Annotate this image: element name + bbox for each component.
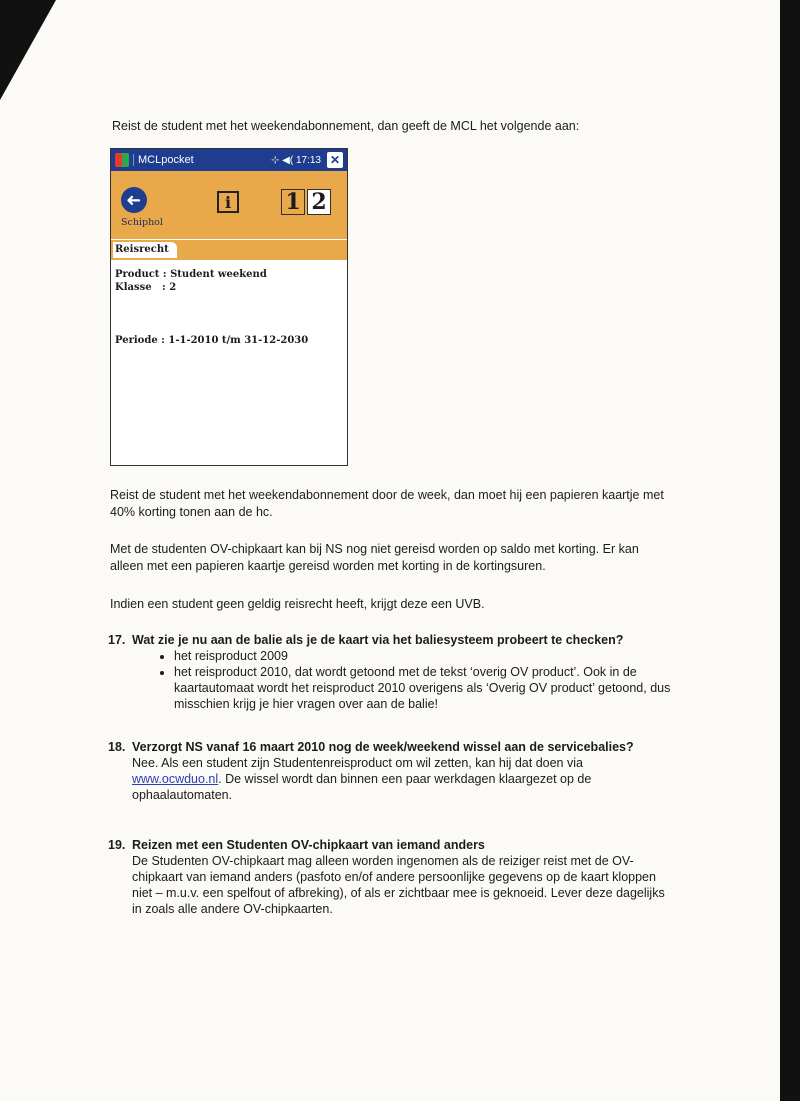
paragraph-saldo-korting: Met de studenten OV-chipkaart kan bij NS nog niet gereisd worden op saldo met korting. Er kan alleen met een papieren kaartje gereisd worden met korting in de kortingsuren. (110, 542, 639, 573)
question-heading: Verzorgt NS vanaf 16 maart 2010 nog de week/weekend wissel aan de servicebalies? (132, 740, 634, 754)
tab-strip (111, 240, 347, 260)
paragraph-uvb: Indien een student geen geldig reisrecht heeft, krijgt deze een UVB. (110, 597, 485, 611)
title-bar (111, 149, 347, 171)
product-line: Product : Student weekend (115, 269, 267, 280)
reisrecht-panel (111, 260, 347, 355)
header-panel (111, 171, 347, 240)
list-item: • het reisproduct 2009 (174, 648, 673, 664)
info-icon[interactable]: i (217, 191, 239, 213)
intro-text: Reist de student met het weekendabonnement, dan geeft de MCL het volgende aan: (112, 119, 580, 133)
question-number: 18. (108, 740, 126, 754)
paragraph-weekday-travel: Reist de student met het weekendabonnement door de week, dan moet hij een papieren kaartje met 40% korting tonen aan de hc. (110, 488, 664, 519)
question-number: 17. (108, 633, 126, 647)
status-icons: ⊹ ◀( 17:13 (271, 154, 321, 166)
tab-reisrecht[interactable]: Reisrecht (113, 242, 177, 258)
question-number: 19. (108, 838, 126, 852)
class-second-button[interactable]: 2 (307, 189, 331, 215)
answer-text-post: . De wissel wordt dan binnen een paar werkdagen klaargezet op de ophaalautomaten. (132, 772, 592, 802)
periode-line: Periode : 1-1-2010 t/m 31-12-2030 (115, 335, 309, 346)
question-heading: Wat zie je nu aan de balie als je de kaart via het baliesysteem probeert te checken? (132, 633, 624, 647)
back-arrow-icon[interactable] (121, 187, 147, 213)
question-answer (132, 755, 673, 803)
answer-list (108, 648, 673, 712)
scan-corner (0, 0, 56, 100)
klasse-line: Klasse : 2 (115, 282, 177, 293)
app-name: MCLpocket (133, 154, 271, 166)
close-button[interactable]: ✕ (327, 152, 343, 168)
list-item: • het reisproduct 2010, dat wordt getoond met de tekst ‘overig OV product’. Ook in de kaartautomaat wordt het reisproduct 2010 overigens als ‘Overig OV product’ getoond, dus misschien krijg je hier vragen over aan de balie! (174, 664, 673, 712)
question-answer: De Studenten OV-chipkaart mag alleen worden ingenomen als de reiziger reist met de OV-chipkaart van iemand anders (pasfoto en/of andere persoonlijke gegevens op de kaart kloppen niet – m.u.v. een spelfout of afbreking), of als er zichtbaar mee is geknoeid. Lever deze dagelijks in zoals alle andere OV-chipkaarten. (132, 854, 665, 916)
windows-logo-icon (115, 153, 129, 167)
scan-edge (780, 0, 800, 1101)
question-18 (108, 739, 673, 803)
class-first-button[interactable]: 1 (281, 189, 305, 215)
question-19 (108, 837, 673, 917)
ocwduo-link[interactable]: www.ocwduo.nl (132, 772, 219, 786)
back-arrow-glyph: ➜ (126, 189, 142, 210)
station-label: Schiphol (121, 217, 163, 228)
question-heading: Reizen met een Studenten OV-chipkaart van iemand anders (132, 838, 485, 852)
question-17 (108, 632, 673, 712)
answer-text-pre: Nee. Als een student zijn Studentenreisproduct om wil zetten, kan hij dat doen via (132, 756, 583, 770)
mclpocket-screenshot (110, 148, 348, 466)
